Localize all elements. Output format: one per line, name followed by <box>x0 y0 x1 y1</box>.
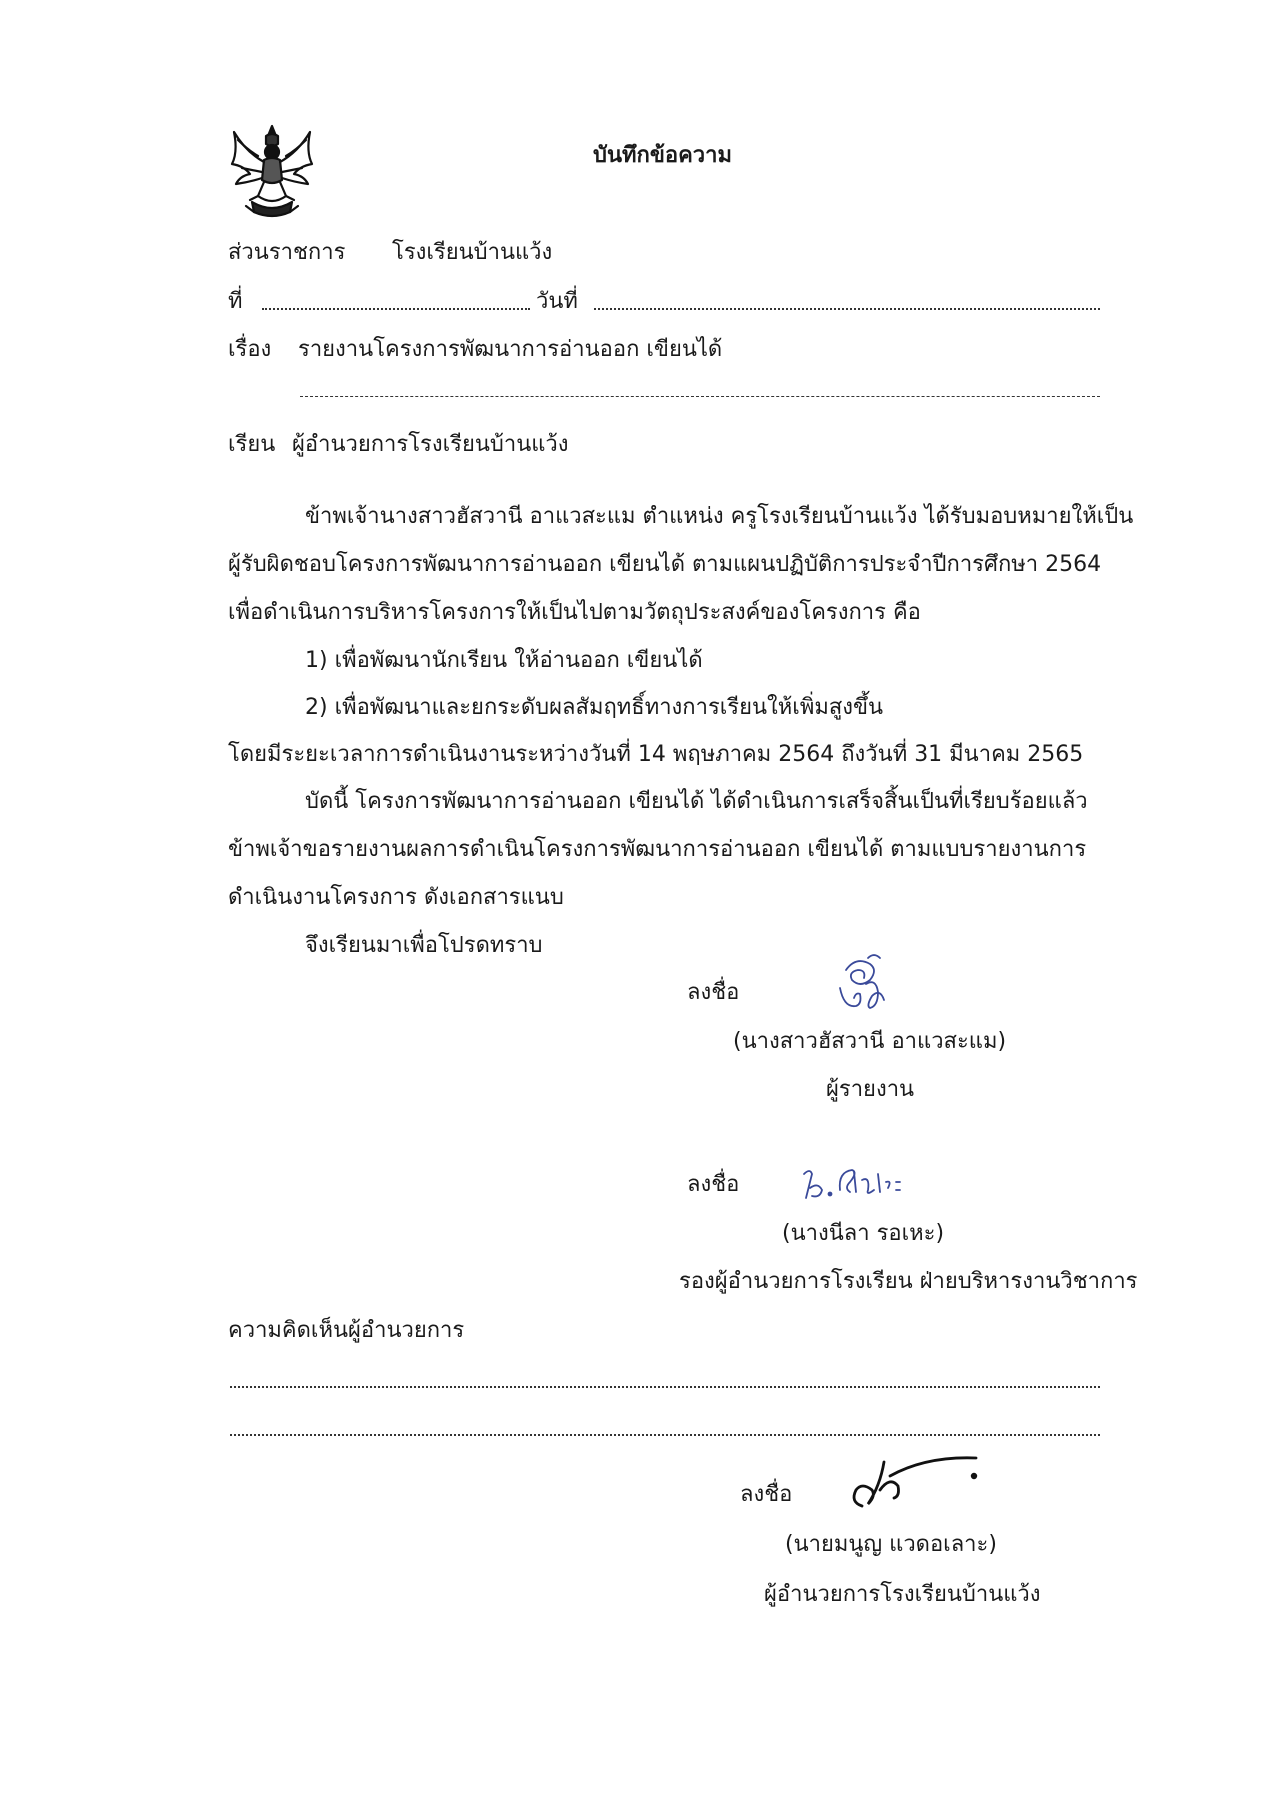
to-label: เรียน <box>228 432 276 457</box>
director-sign-label: ลงชื่อ <box>740 1482 793 1507</box>
date-label: วันที่ <box>536 289 578 314</box>
reporter-signature <box>826 948 902 1018</box>
director-opinion-label: ความคิดเห็นผู้อำนวยการ <box>228 1318 465 1343</box>
body-p2-line1: บัดนี้ โครงการพัฒนาการอ่านออก เขียนได้ ได้ดำเนินการเสร็จสิ้นเป็นที่เรียบร้อยแล้ว <box>305 789 1088 814</box>
to-value: ผู้อำนวยการโรงเรียนบ้านแว้ง <box>292 432 569 457</box>
director-signature <box>846 1446 986 1516</box>
subject-value: รายงานโครงการพัฒนาการอ่านออก เขียนได้ <box>298 337 723 362</box>
deputy-name: (นางนีลา รอเหะ) <box>782 1221 945 1246</box>
body-p2-line3: ดำเนินงานโครงการ ดังเอกสารแนบ <box>228 885 564 910</box>
objective-2: 2) เพื่อพัฒนาและยกระดับผลสัมฤทธิ์ทางการเรียนให้เพิ่มสูงขึ้น <box>305 695 884 720</box>
deputy-role: รองผู้อำนวยการโรงเรียน ฝ่ายบริหารงานวิชาการ <box>679 1269 1138 1294</box>
deputy-signature <box>796 1160 916 1206</box>
director-role: ผู้อำนวยการโรงเรียนบ้านแว้ง <box>764 1582 1041 1607</box>
reporter-name: (นางสาวฮัสวานี อาแวสะแม) <box>733 1029 1007 1054</box>
objective-1: 1) เพื่อพัฒนานักเรียน ให้อ่านออก เขียนได้ <box>305 648 703 673</box>
reporter-sign-label: ลงชื่อ <box>687 980 740 1005</box>
body-p1-line2: ผู้รับผิดชอบโครงการพัฒนาการอ่านออก เขียนได้ ตามแผนปฏิบัติการประจำปีการศึกษา 2564 <box>228 552 1102 577</box>
garuda-emblem-icon <box>228 122 316 222</box>
reporter-role: ผู้รายงาน <box>826 1077 915 1102</box>
office-label: ส่วนราชการ <box>228 240 346 265</box>
header-divider <box>300 396 1100 397</box>
deputy-sign-label: ลงชื่อ <box>687 1172 740 1197</box>
opinion-dotted-line-1 <box>230 1386 1100 1388</box>
date-dotted-line <box>594 308 1100 310</box>
closing-line: จึงเรียนมาเพื่อโปรดทราบ <box>305 933 543 958</box>
ref-label: ที่ <box>228 289 243 314</box>
ref-dotted-line <box>262 308 530 310</box>
body-p2-line2: ข้าพเจ้าขอรายงานผลการดำเนินโครงการพัฒนาการอ่านออก เขียนได้ ตามแบบรายงานการ <box>228 837 1087 862</box>
period-line: โดยมีระยะเวลาการดำเนินงานระหว่างวันที่ 14 พฤษภาคม 2564 ถึงวันที่ 31 มีนาคม 2565 <box>228 742 1084 767</box>
memo-title: บันทึกข้อความ <box>593 143 733 168</box>
director-name: (นายมนูญ แวดอเลาะ) <box>785 1532 997 1557</box>
opinion-dotted-line-2 <box>230 1434 1100 1436</box>
body-p1-line3: เพื่อดำเนินการบริหารโครงการให้เป็นไปตามวัตถุประสงค์ของโครงการ คือ <box>228 600 921 625</box>
office-value: โรงเรียนบ้านแว้ง <box>392 240 553 265</box>
body-p1-line1: ข้าพเจ้านางสาวฮัสวานี อาแวสะแม ตำแหน่ง ครูโรงเรียนบ้านแว้ง ได้รับมอบหมายให้เป็น <box>305 504 1134 529</box>
subject-label: เรื่อง <box>228 337 272 362</box>
